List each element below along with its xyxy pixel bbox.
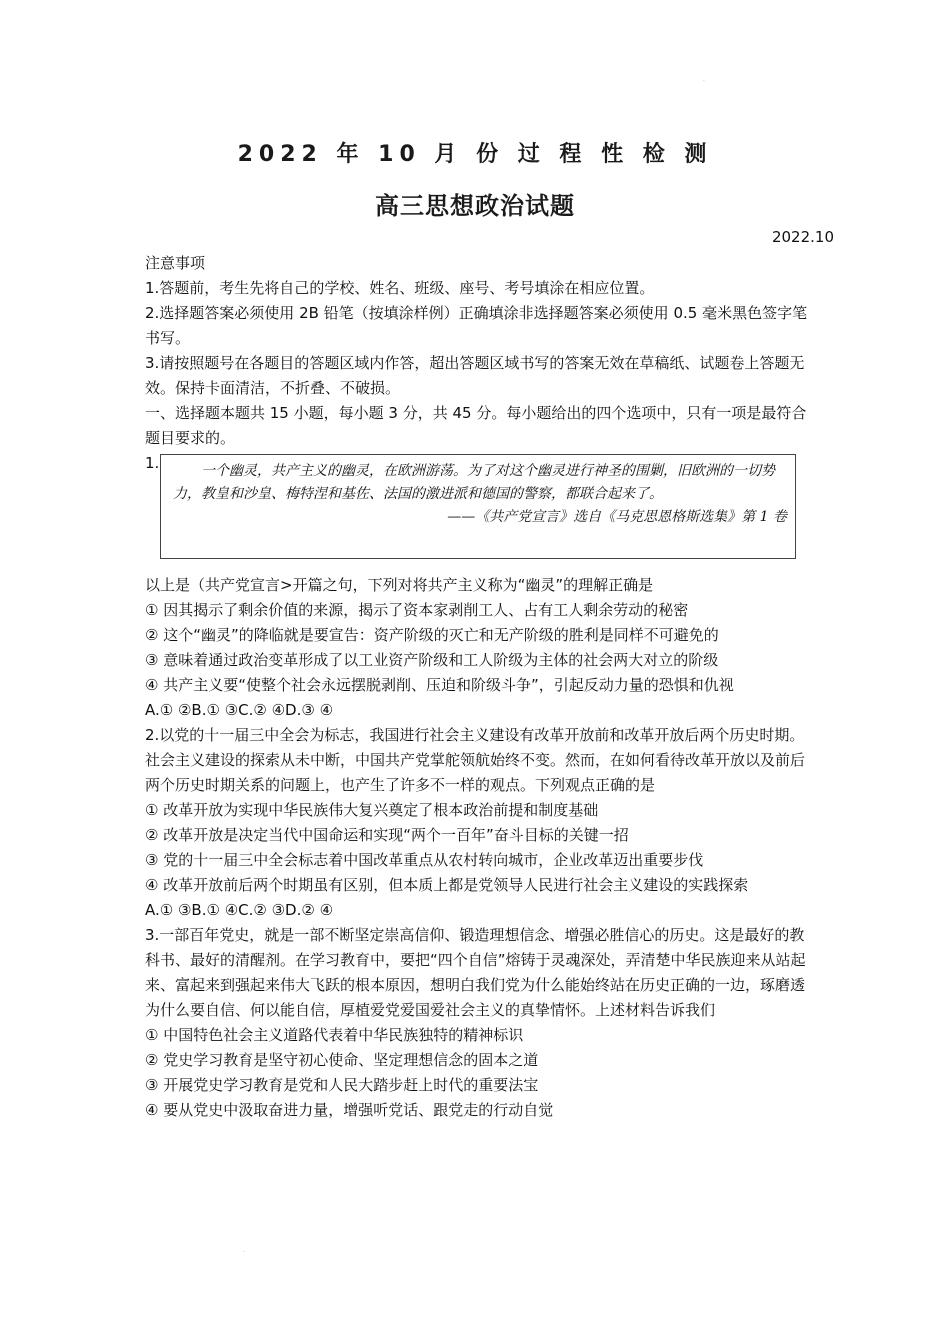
option-item: ③ 党的十一届三中全会标志着中国改革重点从农村转向城市，企业改革迈出重要步伐: [145, 851, 704, 869]
option-item: ④ 要从党史中汲取奋进力量，增强听党话、跟党走的行动自觉: [145, 1101, 554, 1119]
question-3-stem: 3.一部百年党史，就是一部不断坚定崇高信仰、锻造理想信念、增强必胜信心的历史。这是最好的教科书、最好的清醒剂。在学习教育中，要把“四个自信”熔铸于灵魂深处，弄清楚中华民族迎来从站起来、富起来到强起来伟大飞跃的根本原因，想明白我们党为什么能始终站在历史正确的一边，琢磨透为什么要自信、何以能自信，厚植爱党爱国爱社会主义的真挚情怀。上述材料告诉我们: [145, 926, 806, 1019]
answer-choices: A.① ③B.① ④C.② ③D.② ④: [145, 901, 334, 919]
option-item: ② 这个“幽灵”的降临就是要宣告：资产阶级的灭亡和无产阶级的胜利是同样不可避免的: [145, 626, 719, 644]
question-1-stem: 以上是（共产党宣言>开篇之句，下列对将共产主义称为“幽灵”的理解正确是: [145, 576, 654, 594]
note-item: 3.请按照题号在各题目的答题区域内作答，超出答题区域书写的答案无效在草稿纸、试题卷上答题无效。保持卡面清洁，不折叠、不破损。: [145, 354, 805, 397]
question-number: 1.: [145, 454, 160, 472]
notes-heading: 注意事项: [145, 254, 206, 272]
option-item: ② 改革开放是决定当代中国命运和实现“两个一百年”奋斗目标的关键一招: [145, 826, 629, 844]
note-item: 1.答题前，考生先将自己的学校、姓名、班级、座号、考号填涂在相应位置。: [145, 279, 655, 297]
scan-dot: ·: [703, 78, 705, 85]
section-heading: 一、选择题本题共 15 小题，每小题 3 分，共 45 分。每小题给出的四个选项中，只有一项是最符合题目要求的。: [145, 404, 807, 447]
option-item: ④ 共产主义要“使整个社会永远摆脱剥削、压迫和阶级斗争”，引起反动力量的恐惧和仇视: [145, 676, 734, 694]
quote-source: ——《共产党宣言》选自《马克思恩格斯选集》第 1 卷: [447, 509, 787, 525]
option-item: ③ 意味着通过政治变革形成了以工业资产阶级和工人阶级为主体的社会两大对立的阶级: [145, 651, 719, 669]
option-item: ① 因其揭示了剩余价值的来源，揭示了资本家剥削工人、占有工人剩余劳动的秘密: [145, 601, 689, 619]
exam-content: [145, 251, 813, 1123]
quote-box: [160, 454, 796, 559]
option-item: ④ 改革开放前后两个时期虽有区别，但本质上都是党领导人民进行社会主义建设的实践探索: [145, 876, 749, 894]
option-item: ③ 开展党史学习教育是党和人民大踏步赶上时代的重要法宝: [145, 1076, 539, 1094]
note-item: 2.选择题答案必须使用 2B 铅笔（按填涂样例）正确填涂非选择题答案必须使用 0.5 毫米黑色签字笔书写。: [145, 304, 808, 347]
quote-text: 一个幽灵，共产主义的幽灵，在欧洲游荡。为了对这个幽灵进行神圣的围剿，旧欧洲的一切势力，教皇和沙皇、梅特涅和基佐、法国的激进派和德国的警察，都联合起来了。: [173, 463, 775, 502]
option-item: ① 改革开放为实现中华民族伟大复兴奠定了根本政治前提和制度基础: [145, 801, 599, 819]
exam-title: 2022 年 10 月 份 过 程 性 检 测: [237, 142, 713, 167]
option-item: ② 党史学习教育是坚守初心使命、坚定理想信念的固本之道: [145, 1051, 539, 1069]
exam-subtitle: 高三思想政治试题: [375, 192, 575, 220]
option-item: ① 中国特色社会主义道路代表着中华民族独特的精神标识: [145, 1026, 524, 1044]
question-1-material: [145, 451, 813, 573]
question-2-stem: 2.以党的十一届三中全会为标志，我国进行社会主义建设有改革开放前和改革开放后两个历史时期。社会主义建设的探索从未中断，中国共产党掌舵领航始终不变。然而，在如何看待改革开放以及前后两个历史时期关系的问题上，也产生了许多不一样的观点。下列观点正确的是: [145, 726, 806, 794]
answer-choices: A.① ②B.① ③C.② ④D.③ ④: [145, 701, 334, 719]
exam-date: 2022.10: [771, 228, 834, 246]
scan-dot: ·: [243, 1249, 245, 1256]
